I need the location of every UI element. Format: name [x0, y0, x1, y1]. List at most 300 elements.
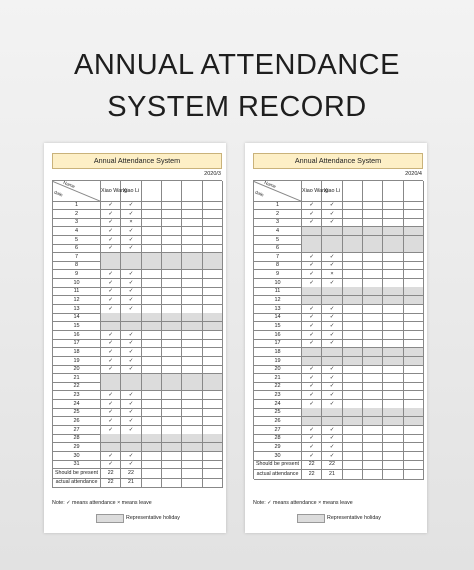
attendance-mark: ✓ [302, 313, 322, 322]
empty-cell [142, 374, 162, 383]
table-row [254, 227, 423, 236]
empty-cell [404, 434, 424, 443]
table-row [53, 244, 222, 253]
day-number: 10 [254, 279, 302, 288]
attendance-mark: ✓ [101, 391, 121, 400]
day-number: 2 [254, 210, 302, 219]
attendance-mark: ✓ [322, 365, 342, 374]
attendance-mark [322, 348, 342, 357]
table-row [53, 227, 222, 236]
table-row [53, 408, 222, 417]
empty-cell [383, 270, 403, 279]
table-row [53, 331, 222, 340]
attendance-mark [101, 322, 121, 331]
empty-cell [203, 322, 223, 331]
empty-cell [162, 279, 182, 288]
table-row [53, 434, 222, 443]
empty-cell [162, 253, 182, 262]
empty-cell [142, 452, 162, 461]
table-row [53, 417, 222, 426]
table-header-row [52, 180, 222, 201]
table-row [53, 426, 222, 435]
empty-cell [203, 374, 223, 383]
attendance-mark: ✓ [101, 296, 121, 305]
day-number: 24 [53, 400, 101, 409]
empty-cell [162, 391, 182, 400]
empty-cell [203, 313, 223, 322]
attendance-mark: × [121, 218, 141, 227]
empty-cell [404, 374, 424, 383]
empty-cell [203, 218, 223, 227]
empty-cell [404, 391, 424, 400]
day-number: 6 [53, 244, 101, 253]
empty-cell [182, 357, 202, 366]
table-row [254, 365, 423, 374]
empty-cell [383, 382, 403, 391]
empty-cell [142, 244, 162, 253]
empty-cell [162, 270, 182, 279]
empty-cell [162, 374, 182, 383]
attendance-mark: ✓ [322, 374, 342, 383]
attendance-mark: ✓ [121, 426, 141, 435]
attendance-mark: ✓ [121, 244, 141, 253]
table-row [53, 279, 222, 288]
empty-cell [363, 201, 383, 210]
empty-cell [363, 331, 383, 340]
empty-cell [142, 227, 162, 236]
day-number: 16 [254, 331, 302, 340]
day-number: 25 [254, 408, 302, 417]
column-header [182, 181, 202, 202]
empty-cell [142, 443, 162, 452]
empty-cell [142, 478, 162, 488]
day-number: 3 [53, 218, 101, 227]
empty-cell [203, 391, 223, 400]
empty-cell [404, 227, 424, 236]
attendance-mark: ✓ [322, 443, 342, 452]
attendance-mark: ✓ [101, 210, 121, 219]
empty-cell [383, 201, 403, 210]
table-row [53, 210, 222, 219]
empty-cell [343, 426, 363, 435]
empty-cell [162, 305, 182, 314]
summary-value: 22 [101, 478, 121, 488]
attendance-mark: ✓ [121, 236, 141, 245]
empty-cell [363, 339, 383, 348]
day-number: 6 [254, 244, 302, 253]
attendance-mark [302, 348, 322, 357]
empty-cell [162, 452, 182, 461]
should-be-present-row [53, 469, 222, 479]
day-number: 7 [53, 253, 101, 262]
empty-cell [182, 434, 202, 443]
empty-cell [383, 236, 403, 245]
table-row [254, 339, 423, 348]
table-row [254, 382, 423, 391]
sheet-title: Annual Attendance System [52, 153, 222, 169]
empty-cell [404, 210, 424, 219]
empty-cell [162, 408, 182, 417]
attendance-mark: ✓ [322, 322, 342, 331]
empty-cell [404, 339, 424, 348]
empty-cell [142, 201, 162, 210]
attendance-mark: ✓ [302, 365, 322, 374]
day-number: 20 [53, 365, 101, 374]
empty-cell [343, 296, 363, 305]
empty-cell [203, 253, 223, 262]
empty-cell [343, 270, 363, 279]
empty-cell [182, 313, 202, 322]
attendance-mark: ✓ [302, 339, 322, 348]
attendance-mark: ✓ [302, 331, 322, 340]
empty-cell [182, 348, 202, 357]
day-number: 24 [254, 400, 302, 409]
empty-cell [203, 270, 223, 279]
empty-cell [363, 348, 383, 357]
holiday-legend-label: Representative holiday [327, 515, 381, 521]
empty-cell [203, 469, 223, 479]
empty-cell [383, 279, 403, 288]
empty-cell [203, 279, 223, 288]
empty-cell [363, 374, 383, 383]
sheet-date: 2020/4 [405, 171, 422, 177]
attendance-mark: ✓ [322, 452, 342, 461]
empty-cell [142, 365, 162, 374]
attendance-mark: ✓ [121, 305, 141, 314]
summary-value: 22 [101, 469, 121, 479]
empty-cell [404, 357, 424, 366]
attendance-mark: ✓ [302, 322, 322, 331]
empty-cell [142, 322, 162, 331]
empty-cell [383, 391, 403, 400]
empty-cell [404, 408, 424, 417]
empty-cell [363, 408, 383, 417]
day-number: 5 [53, 236, 101, 245]
day-number: 1 [254, 201, 302, 210]
day-number: 15 [254, 322, 302, 331]
table-row [53, 460, 222, 469]
empty-cell [203, 417, 223, 426]
attendance-mark [322, 287, 342, 296]
empty-cell [383, 210, 403, 219]
empty-cell [162, 339, 182, 348]
empty-cell [404, 236, 424, 245]
attendance-mark: ✓ [101, 452, 121, 461]
empty-cell [182, 279, 202, 288]
day-number: 23 [53, 391, 101, 400]
empty-cell [383, 408, 403, 417]
empty-cell [363, 261, 383, 270]
attendance-mark: ✓ [121, 400, 141, 409]
attendance-mark: ✓ [322, 201, 342, 210]
attendance-mark: ✓ [121, 357, 141, 366]
column-header [363, 181, 383, 202]
attendance-mark: ✓ [302, 218, 322, 227]
attendance-mark: ✓ [101, 417, 121, 426]
empty-cell [162, 322, 182, 331]
empty-cell [363, 279, 383, 288]
empty-cell [363, 357, 383, 366]
empty-cell [343, 253, 363, 262]
attendance-mark [302, 236, 322, 245]
empty-cell [343, 443, 363, 452]
empty-cell [383, 244, 403, 253]
attendance-sheet-march [44, 143, 226, 533]
attendance-mark: ✓ [322, 279, 342, 288]
empty-cell [343, 305, 363, 314]
attendance-mark [302, 408, 322, 417]
empty-cell [142, 469, 162, 479]
attendance-mark: ✓ [302, 443, 322, 452]
empty-cell [343, 357, 363, 366]
empty-cell [182, 460, 202, 469]
day-number: 20 [254, 365, 302, 374]
empty-cell [203, 357, 223, 366]
table-row [254, 270, 423, 279]
table-row [254, 305, 423, 314]
summary-label: actual attendance [53, 478, 101, 488]
empty-cell [343, 434, 363, 443]
empty-cell [142, 218, 162, 227]
attendance-mark [121, 253, 141, 262]
table-row [53, 218, 222, 227]
table-row [254, 201, 423, 210]
empty-cell [404, 443, 424, 452]
table-row [53, 374, 222, 383]
empty-cell [343, 331, 363, 340]
attendance-mark [322, 408, 342, 417]
table-row [53, 443, 222, 452]
empty-cell [203, 201, 223, 210]
empty-cell [363, 434, 383, 443]
table-row [53, 313, 222, 322]
empty-cell [142, 391, 162, 400]
attendance-mark: ✓ [121, 460, 141, 469]
table-row [53, 357, 222, 366]
empty-cell [343, 460, 363, 470]
table-row [53, 400, 222, 409]
attendance-mark: ✓ [302, 201, 322, 210]
empty-cell [343, 313, 363, 322]
day-number: 2 [53, 210, 101, 219]
day-number: 22 [254, 382, 302, 391]
empty-cell [142, 434, 162, 443]
day-number: 11 [254, 287, 302, 296]
empty-cell [404, 296, 424, 305]
table-header-row [253, 180, 423, 201]
attendance-mark: ✓ [101, 400, 121, 409]
attendance-mark: ✓ [302, 279, 322, 288]
empty-cell [182, 365, 202, 374]
day-rows [253, 201, 423, 460]
attendance-mark: ✓ [322, 391, 342, 400]
empty-cell [343, 287, 363, 296]
empty-cell [182, 391, 202, 400]
empty-cell [162, 313, 182, 322]
page-title [0, 44, 474, 128]
summary-label: Should be present [254, 460, 302, 470]
empty-cell [343, 218, 363, 227]
summary-rows [253, 460, 423, 479]
empty-cell [363, 365, 383, 374]
day-number: 18 [254, 348, 302, 357]
attendance-mark: ✓ [101, 305, 121, 314]
holiday-swatch [297, 514, 325, 523]
attendance-mark [121, 382, 141, 391]
empty-cell [404, 426, 424, 435]
attendance-mark: ✓ [302, 452, 322, 461]
attendance-mark: ✓ [101, 365, 121, 374]
table-row [254, 357, 423, 366]
attendance-mark [121, 261, 141, 270]
empty-cell [182, 408, 202, 417]
empty-cell [404, 261, 424, 270]
empty-cell [343, 452, 363, 461]
empty-cell [343, 408, 363, 417]
attendance-mark [121, 443, 141, 452]
attendance-mark: ✓ [121, 339, 141, 348]
empty-cell [182, 270, 202, 279]
attendance-mark: ✓ [121, 279, 141, 288]
empty-cell [182, 287, 202, 296]
day-number: 15 [53, 322, 101, 331]
attendance-mark [121, 322, 141, 331]
attendance-mark: ✓ [101, 426, 121, 435]
actual-attendance-row [254, 470, 423, 480]
day-number: 29 [254, 443, 302, 452]
table-row [254, 443, 423, 452]
attendance-mark: ✓ [121, 348, 141, 357]
page-title-line-1: ANNUAL ATTENDANCE [74, 49, 400, 81]
table-row [53, 261, 222, 270]
empty-cell [142, 400, 162, 409]
empty-cell [383, 365, 403, 374]
attendance-mark [101, 443, 121, 452]
day-number: 4 [53, 227, 101, 236]
empty-cell [182, 236, 202, 245]
empty-cell [162, 365, 182, 374]
empty-cell [182, 426, 202, 435]
empty-cell [182, 452, 202, 461]
table-row [53, 201, 222, 210]
empty-cell [363, 305, 383, 314]
day-number: 18 [53, 348, 101, 357]
empty-cell [182, 469, 202, 479]
corner-header-cell [254, 181, 302, 202]
attendance-mark: ✓ [101, 348, 121, 357]
empty-cell [162, 227, 182, 236]
empty-cell [383, 322, 403, 331]
empty-cell [404, 348, 424, 357]
day-number: 1 [53, 201, 101, 210]
attendance-mark: ✓ [101, 331, 121, 340]
empty-cell [142, 313, 162, 322]
empty-cell [162, 296, 182, 305]
empty-cell [203, 305, 223, 314]
empty-cell [404, 322, 424, 331]
attendance-table [52, 153, 222, 488]
empty-cell [203, 400, 223, 409]
empty-cell [182, 218, 202, 227]
empty-cell [162, 382, 182, 391]
day-number: 3 [254, 218, 302, 227]
table-row [53, 322, 222, 331]
empty-cell [343, 400, 363, 409]
empty-cell [343, 374, 363, 383]
empty-cell [203, 460, 223, 469]
empty-cell [142, 279, 162, 288]
day-number: 14 [254, 313, 302, 322]
empty-cell [383, 357, 403, 366]
empty-cell [182, 296, 202, 305]
empty-cell [162, 460, 182, 469]
table-row [254, 434, 423, 443]
day-number: 13 [53, 305, 101, 314]
day-number: 17 [53, 339, 101, 348]
attendance-mark: ✓ [322, 331, 342, 340]
attendance-mark: ✓ [101, 236, 121, 245]
empty-cell [383, 287, 403, 296]
empty-cell [343, 236, 363, 245]
attendance-mark: ✓ [302, 210, 322, 219]
column-header [404, 181, 424, 202]
empty-cell [363, 270, 383, 279]
empty-cell [203, 452, 223, 461]
day-number: 12 [53, 296, 101, 305]
table-row [254, 244, 423, 253]
empty-cell [343, 210, 363, 219]
attendance-mark: ✓ [302, 270, 322, 279]
empty-cell [363, 470, 383, 480]
attendance-table [253, 153, 423, 479]
attendance-mark: ✓ [101, 279, 121, 288]
day-number: 27 [254, 426, 302, 435]
empty-cell [343, 417, 363, 426]
table-row [53, 270, 222, 279]
day-number: 19 [254, 357, 302, 366]
empty-cell [363, 382, 383, 391]
corner-header-cell [53, 181, 101, 202]
empty-cell [363, 443, 383, 452]
empty-cell [142, 408, 162, 417]
table-row [53, 236, 222, 245]
empty-cell [142, 382, 162, 391]
day-number: 17 [254, 339, 302, 348]
attendance-mark: ✓ [101, 270, 121, 279]
empty-cell [404, 270, 424, 279]
column-header [142, 181, 162, 202]
table-row [254, 261, 423, 270]
attendance-mark: ✓ [101, 227, 121, 236]
empty-cell [363, 322, 383, 331]
day-number: 22 [53, 382, 101, 391]
empty-cell [363, 296, 383, 305]
empty-cell [343, 382, 363, 391]
empty-cell [203, 331, 223, 340]
empty-cell [404, 287, 424, 296]
empty-cell [343, 279, 363, 288]
empty-cell [404, 218, 424, 227]
empty-cell [203, 443, 223, 452]
empty-cell [142, 287, 162, 296]
empty-cell [142, 253, 162, 262]
day-number: 29 [53, 443, 101, 452]
day-number: 23 [254, 391, 302, 400]
attendance-mark: ✓ [302, 434, 322, 443]
empty-cell [404, 313, 424, 322]
attendance-mark: ✓ [322, 400, 342, 409]
empty-cell [343, 227, 363, 236]
